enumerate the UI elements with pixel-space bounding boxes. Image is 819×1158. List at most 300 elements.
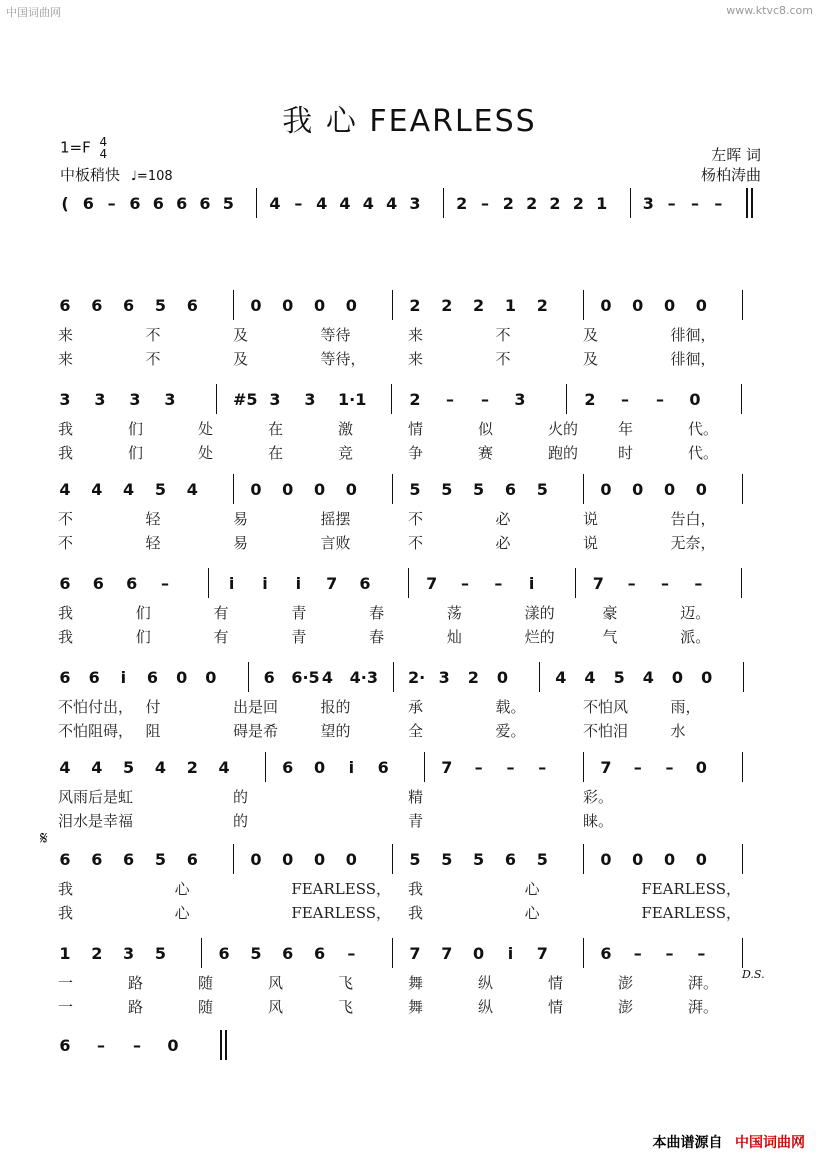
lyric-word: 代。 (688, 444, 719, 462)
note: 6 (129, 194, 141, 213)
note: 2 (467, 668, 479, 687)
barline (208, 568, 209, 598)
barline (539, 662, 540, 692)
footer-source: 本曲谱源自 (652, 1135, 723, 1151)
note: 0 (250, 296, 262, 315)
lyric-line (58, 808, 768, 832)
note: – (461, 574, 469, 593)
lyric-line (58, 440, 768, 464)
note: 6 (123, 850, 135, 869)
note: 5 (154, 296, 167, 315)
lyric-word: FEARLESS， (291, 904, 392, 922)
note: 0 (345, 850, 357, 869)
note: – (633, 758, 642, 777)
score-system (58, 750, 768, 832)
lyric-word: 付 (145, 698, 161, 716)
note: 5 (250, 944, 262, 963)
note: 0 (167, 1036, 179, 1055)
composer: 杨柏涛曲 (700, 166, 761, 184)
lyric-word: 摇摆 (320, 510, 351, 528)
lyric-word: 处 (198, 444, 214, 462)
lyric-word: 载。 (495, 698, 526, 716)
lyric-word: 我 (408, 904, 424, 922)
lyric-word: 纵 (478, 974, 494, 992)
lyric-word: 春 (369, 628, 385, 646)
score-system (58, 382, 768, 464)
lyric-word: 跑的 (548, 444, 579, 462)
lyric-word: 轻 (145, 510, 161, 528)
score-system (58, 288, 768, 370)
barline (265, 752, 266, 782)
note: 0 (663, 850, 676, 869)
lyric-word: 飞 (338, 998, 354, 1016)
note: 0 (313, 850, 326, 869)
lyric-word: 精 (408, 788, 424, 806)
note: 5 (536, 850, 548, 869)
barline (392, 474, 393, 504)
note: – (665, 944, 674, 963)
note: 0 (176, 668, 188, 687)
note: 7 (600, 758, 612, 777)
notation-line (58, 1028, 768, 1062)
note: i (295, 574, 302, 593)
note: 0 (313, 480, 326, 499)
lyric-word: 激 (338, 420, 354, 438)
lyric-line (58, 694, 768, 718)
note: – (481, 194, 489, 213)
note: 4 (316, 194, 328, 213)
lyric-word: 来 (408, 326, 424, 344)
lyric-word: 路 (128, 974, 144, 992)
lyric-word: 在 (268, 444, 284, 462)
lyric-line (58, 718, 768, 742)
lyric-word: 有 (213, 604, 229, 622)
note: 5 (613, 668, 625, 687)
note: – (665, 758, 674, 777)
lyric-word: 水 (670, 722, 686, 740)
lyric-line (58, 1062, 768, 1086)
lyric-word: 一 (58, 974, 74, 992)
lyric-word: 情 (548, 998, 564, 1016)
lyric-word: 泪水是幸福 (58, 812, 134, 830)
barline (630, 188, 631, 218)
note: 2 (409, 390, 421, 409)
lyric-word: 火的 (548, 420, 579, 438)
lyric-word: 望的 (320, 722, 351, 740)
note: 0 (313, 296, 326, 315)
lyric-word: 青 (291, 628, 307, 646)
footer-site-link[interactable]: 中国词曲网 (735, 1135, 805, 1151)
note: 6 (199, 194, 211, 213)
time-signature: 4 4 (99, 135, 108, 161)
lyric-word: 们 (128, 420, 144, 438)
lyric-word: 彩。 (583, 788, 614, 806)
lyric-word: 等待 (320, 326, 351, 344)
note: 0 (632, 850, 644, 869)
note: 4 (269, 194, 281, 213)
score-system (58, 186, 768, 268)
barline (751, 188, 753, 218)
note: 6 (377, 758, 389, 777)
barline (392, 938, 393, 968)
lyric-line (58, 970, 768, 994)
barline (583, 474, 584, 504)
lyric-word: 时 (618, 444, 634, 462)
note: 6 (123, 296, 135, 315)
score-system (58, 660, 768, 742)
lyric-word: 一 (58, 998, 74, 1016)
lyric-word: 我 (58, 628, 74, 646)
barline (583, 290, 584, 320)
note: 0 (250, 850, 262, 869)
barline (256, 188, 257, 218)
lyric-word: 轻 (145, 534, 161, 552)
note: 3 (642, 194, 654, 213)
note: 4 (59, 480, 71, 499)
footer (653, 1132, 805, 1152)
note: – (697, 944, 706, 963)
notation-line (58, 842, 768, 876)
barline (741, 568, 742, 598)
note: 0 (282, 480, 294, 499)
note: 0 (632, 296, 644, 315)
lyric-word: 舞 (408, 974, 424, 992)
note: 6 (186, 296, 198, 315)
barline (201, 938, 202, 968)
note: 1·1 (338, 390, 367, 409)
lyric-word: 湃。 (688, 974, 719, 992)
note: 0 (600, 480, 612, 499)
ds-mark: D.S. (742, 968, 765, 981)
lyric-word: 不 (145, 326, 161, 344)
note: 4 (642, 668, 654, 687)
lyric-word: 烂的 (524, 628, 555, 646)
notation-line (58, 472, 768, 506)
note: 0 (695, 480, 707, 499)
notation-line (58, 660, 768, 694)
lyric-word: 我 (58, 444, 74, 462)
lyric-word: 我 (408, 880, 424, 898)
note: i (120, 668, 127, 687)
note: 4 (186, 480, 198, 499)
lyric-word: 有 (213, 628, 229, 646)
lyric-word: 青 (408, 812, 424, 830)
note: 0 (632, 480, 644, 499)
barline (583, 844, 584, 874)
score-system (58, 472, 768, 554)
note: i (262, 574, 268, 593)
lyric-word: 风雨后是虹 (58, 788, 134, 806)
lyric-word: 说 (583, 534, 599, 552)
lyric-word: 全 (408, 722, 424, 740)
note: 5 (536, 480, 548, 499)
note: 4 (91, 758, 103, 777)
lyric-word: 碍是希 (233, 722, 279, 740)
note: 4 (59, 758, 71, 777)
lyric-word: 心 (524, 880, 540, 898)
lyric-word: FEARLESS， (291, 880, 392, 898)
lyric-word: 及 (233, 326, 249, 344)
lyric-word: 不怕风 (583, 698, 629, 716)
note: i (528, 574, 535, 593)
barline (393, 662, 394, 692)
note: i (228, 574, 235, 593)
note: 4 (123, 480, 135, 499)
lyric-word: 我 (58, 420, 74, 438)
note: 4 (386, 194, 398, 213)
lyricist: 左晖 词 (711, 146, 761, 164)
note: 6 (88, 668, 100, 687)
lyric-word: 代。 (688, 420, 719, 438)
note: 6 (91, 296, 103, 315)
lyric-word: 似 (478, 420, 494, 438)
note: 3 (123, 944, 135, 963)
lyric-word: 风 (268, 998, 284, 1016)
lyric-word: 易 (233, 510, 249, 528)
lyric-word: 言败 (320, 534, 351, 552)
lyric-word: 不怕付出， (58, 698, 134, 716)
watermark-left: 中国词曲网 (6, 6, 61, 19)
note: 6 (263, 668, 275, 687)
note: 0 (600, 296, 612, 315)
note: 6 (59, 668, 71, 687)
note: 5 (123, 758, 135, 777)
barline (743, 662, 744, 692)
note: 5 (409, 480, 421, 499)
note: 3 (94, 390, 106, 409)
note: 0 (282, 296, 294, 315)
note: 4 (555, 668, 567, 687)
notation-line (58, 186, 768, 220)
note: – (481, 390, 489, 409)
note: 0 (600, 850, 612, 869)
note: 7 (409, 944, 421, 963)
note: – (506, 758, 515, 777)
lyric-word: 飞 (338, 974, 354, 992)
lyric-word: 及 (583, 350, 599, 368)
note: 0 (496, 668, 509, 687)
note: 4 (218, 758, 230, 777)
note: – (474, 758, 483, 777)
lyric-word: 来 (58, 326, 74, 344)
lyric-word: 争 (408, 444, 424, 462)
lyric-line (58, 530, 768, 554)
lyric-word: 不 (58, 534, 74, 552)
lyric-word: 漾的 (524, 604, 555, 622)
note: 7 (441, 758, 453, 777)
lyric-word: 不 (58, 510, 74, 528)
note: 5 (154, 944, 167, 963)
lyric-word: 易 (233, 534, 249, 552)
barline (233, 474, 234, 504)
note: 4 (321, 668, 334, 687)
note: 2 (502, 194, 514, 213)
note: 1 (504, 296, 517, 315)
lyric-word: 我 (58, 904, 74, 922)
lyric-word: 迈。 (680, 604, 711, 622)
note: 0 (345, 480, 357, 499)
note: 7 (426, 574, 438, 593)
note: 7 (441, 944, 453, 963)
note: – (714, 194, 723, 213)
note: 6 (91, 850, 103, 869)
note: – (446, 390, 454, 409)
note: 5 (154, 850, 167, 869)
lyric-word: 春 (369, 604, 385, 622)
note: 5 (473, 480, 485, 499)
note: – (133, 1036, 141, 1055)
note: 6 (59, 850, 71, 869)
lyric-word: 们 (135, 628, 151, 646)
lyric-word: 们 (128, 444, 144, 462)
note: – (107, 194, 116, 213)
note: i (507, 944, 514, 963)
lyric-word: 不 (408, 534, 424, 552)
note: 0 (663, 480, 676, 499)
note: 6 (282, 758, 294, 777)
note: 3 (438, 668, 450, 687)
lyric-line (58, 1086, 768, 1110)
note: 5 (409, 850, 421, 869)
score-system (58, 566, 768, 648)
note: 6 (126, 574, 138, 593)
note: – (161, 574, 169, 593)
note: – (661, 574, 669, 593)
note: – (667, 194, 676, 213)
note: 0 (250, 480, 262, 499)
note: 3 (164, 390, 176, 409)
lyric-word: 不 (145, 350, 161, 368)
note: – (627, 574, 636, 593)
note: 2 (91, 944, 103, 963)
barline (742, 474, 743, 504)
note: 6 (359, 574, 371, 593)
lyric-word: 情 (548, 974, 564, 992)
barline (742, 938, 743, 968)
note: 3 (514, 390, 526, 409)
lyric-word: 等待， (320, 350, 366, 368)
note: – (621, 390, 629, 409)
note: – (294, 194, 303, 213)
lyric-word: 们 (135, 604, 151, 622)
lyric-word: 及 (233, 350, 249, 368)
watermark-right: www.ktvc8.com (726, 4, 813, 17)
note: 2 (572, 194, 584, 213)
notation-line (58, 288, 768, 322)
note: 0 (695, 758, 707, 777)
note: 0 (345, 296, 357, 315)
note: 2 (549, 194, 561, 213)
note: 3 (304, 390, 316, 409)
lyric-word: 阻 (145, 722, 161, 740)
page-title: 我 心 FEARLESS (282, 104, 537, 139)
note: 6·5 (291, 668, 320, 687)
barline (408, 568, 409, 598)
note: 4 (584, 668, 596, 687)
note: 2 (536, 296, 548, 315)
lyric-line (58, 624, 768, 648)
note: 7 (536, 944, 548, 963)
lyric-word: 我 (58, 604, 74, 622)
lyric-line (58, 244, 768, 268)
lyric-word: 来 (408, 350, 424, 368)
note: 2 (584, 390, 596, 409)
lyric-word: 不 (495, 326, 511, 344)
note: – (347, 944, 356, 963)
barline (741, 384, 742, 414)
lyric-line (58, 600, 768, 624)
lyric-line (58, 322, 768, 346)
lyric-word: 及 (583, 326, 599, 344)
notation-line (58, 750, 768, 784)
note: 3 (409, 194, 421, 213)
note: 0 (313, 758, 326, 777)
note: 6 (282, 944, 294, 963)
note: 6 (152, 194, 164, 213)
note: 5 (222, 194, 234, 213)
segno-icon: 𝄋 (40, 828, 48, 849)
lyric-word: 心 (524, 904, 540, 922)
note: 6 (176, 194, 188, 213)
lyric-word: 派。 (680, 628, 711, 646)
lyric-word: 承 (408, 698, 424, 716)
note: 3 (269, 390, 281, 409)
note: – (656, 390, 664, 409)
barline (583, 938, 584, 968)
lyric-word: 雨， (670, 698, 701, 716)
note: 0 (473, 944, 485, 963)
notation-line (58, 936, 768, 970)
lyric-word: 处 (198, 420, 214, 438)
lyric-word: 徘徊， (670, 350, 716, 368)
note: 2· (408, 668, 426, 687)
lyric-word: 爱。 (495, 722, 526, 740)
barline (392, 290, 393, 320)
note: 6 (186, 850, 198, 869)
barline (216, 384, 217, 414)
score-system (58, 1028, 768, 1110)
note: 5 (441, 480, 453, 499)
lyric-word: 报的 (320, 698, 351, 716)
note: 2 (441, 296, 453, 315)
lyric-line (58, 900, 768, 924)
lyric-word: 出是回 (233, 698, 279, 716)
note: 6 (92, 574, 104, 593)
key-signature: 1=F 4 4 (60, 135, 108, 161)
lyric-word: 风 (268, 974, 284, 992)
lyric-word: 赛 (478, 444, 494, 462)
barline (391, 384, 392, 414)
barline (566, 384, 567, 414)
lyric-line (58, 784, 768, 808)
note: 5 (154, 480, 167, 499)
note: 2 (186, 758, 198, 777)
note: 3 (129, 390, 141, 409)
note: 6 (504, 480, 517, 499)
note: 4 (154, 758, 167, 777)
lyric-line (58, 506, 768, 530)
note: 0 (671, 668, 684, 687)
lyric-word: 随 (198, 974, 214, 992)
lyric-word: FEARLESS， (641, 880, 742, 898)
barline (742, 752, 743, 782)
lyric-word: 不怕泪 (583, 722, 629, 740)
note: 2 (409, 296, 421, 315)
note: 0 (701, 668, 713, 687)
note: 4 (339, 194, 351, 213)
lyric-word: 必 (495, 510, 511, 528)
lyric-word: 豪 (602, 604, 618, 622)
